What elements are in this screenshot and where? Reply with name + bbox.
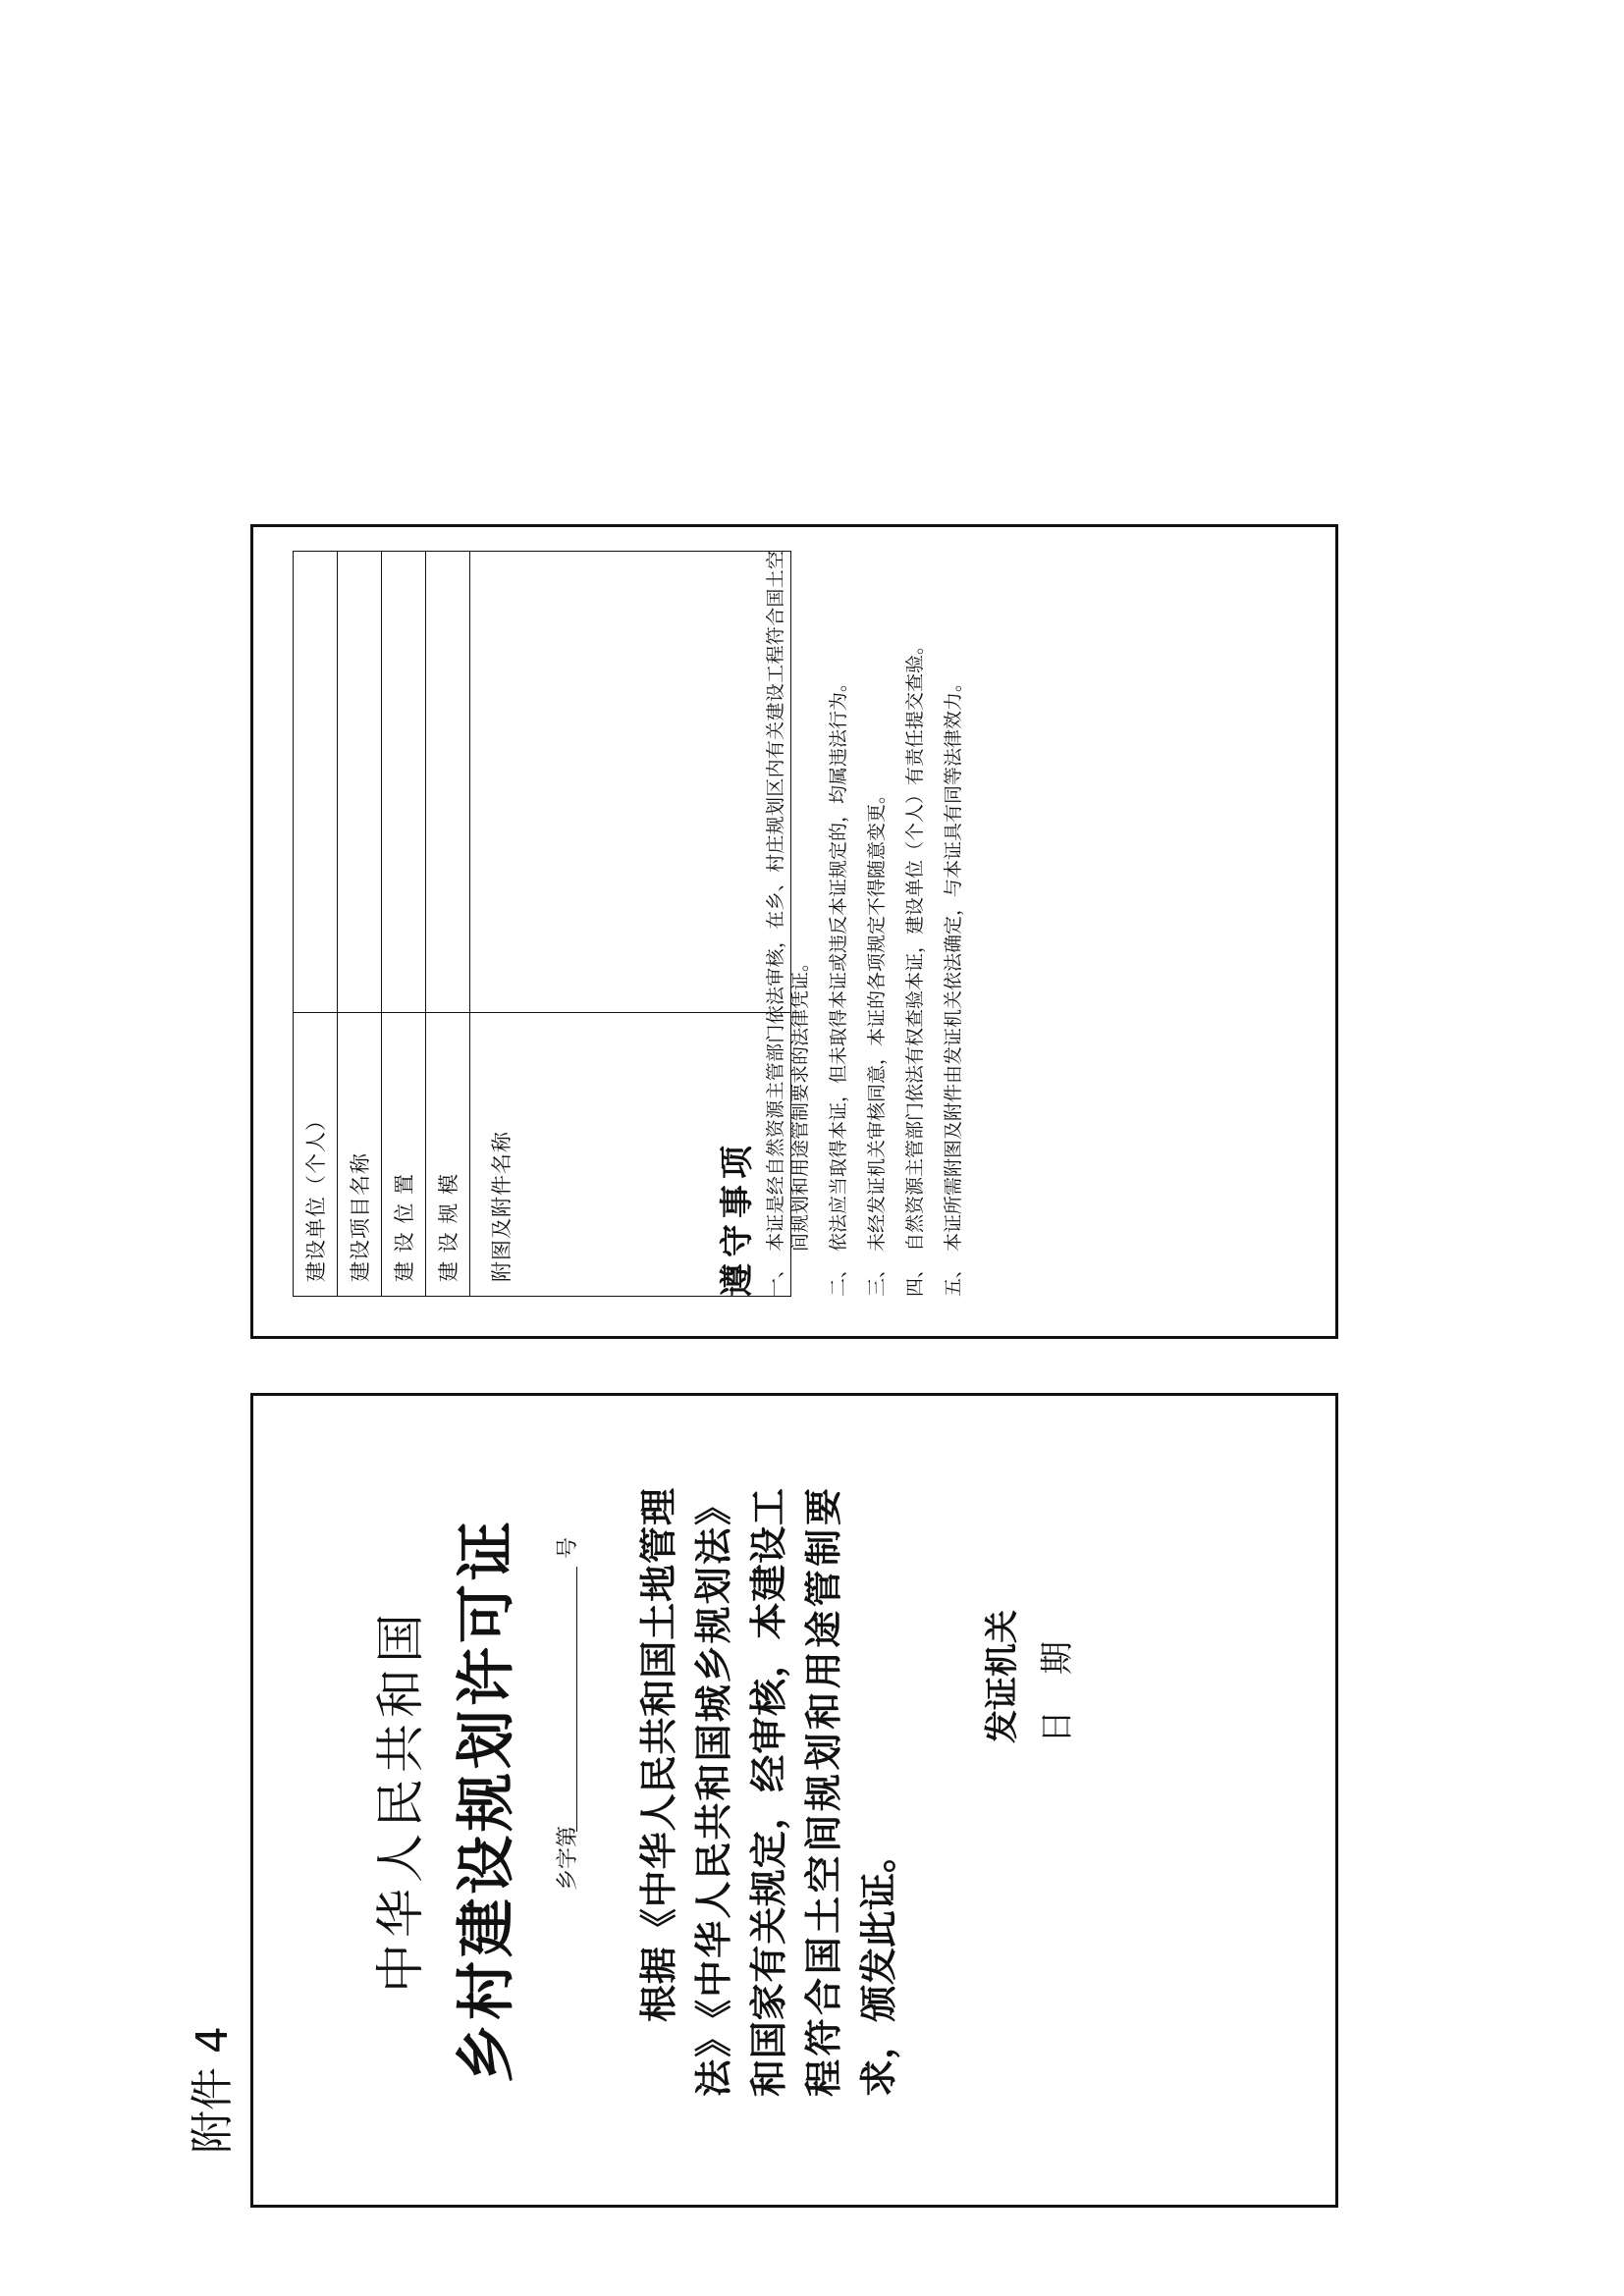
notice-text: 未经发证机关审核同意，本证的各项规定不得随意变更。 <box>866 784 888 1252</box>
date-label-2: 期 <box>1038 1641 1077 1675</box>
notice-number: 三、 <box>866 1258 888 1297</box>
legal-basis-text: 根据《中华人民共和国土地管理法》《中华人民共和国城乡规划法》和国家有关规定，经审核，本建设工程符合国土空间规划和用途管制要求，颁发此证。 <box>637 1488 900 2097</box>
notice-list <box>764 551 980 1297</box>
license-title: 乡村建设规划许可证 <box>453 1518 521 2083</box>
row-value <box>382 552 426 1013</box>
notice-number: 二、 <box>828 1258 849 1297</box>
notice-text: 自然资源主管部门依法有权查验本证，建设单位（个人）有责任提交查验。 <box>904 635 926 1252</box>
serial-suffix: 号 <box>556 1537 580 1560</box>
list-item <box>764 551 813 1297</box>
list-item <box>865 551 890 1297</box>
table-row <box>338 552 382 1297</box>
row-value <box>338 552 382 1013</box>
row-label: 建设单位（个人） <box>294 1013 338 1297</box>
row-label: 建设项目名称 <box>338 1013 382 1297</box>
issuer-label: 发证机关 <box>983 1610 1022 1743</box>
list-item <box>903 551 928 1297</box>
serial-prefix: 乡字第 <box>556 1825 580 1891</box>
license-back-panel <box>250 524 1338 1339</box>
notice-text: 本证是经自然资源主管部门依法审核，在乡、村庄规划区内有关建设工程符合国土空间规划和用途管制要求的法律凭证。 <box>765 551 811 1252</box>
row-value <box>294 552 338 1013</box>
table-row <box>426 552 470 1297</box>
country-name: 中华人民共和国 <box>372 1608 429 1993</box>
notice-text: 本证所需附图及附件由发证机关依法确定，与本证具有同等法律效力。 <box>943 672 964 1252</box>
date-label-1: 日 <box>1038 1710 1077 1743</box>
attachment-label: 附件 4 <box>188 2026 238 2154</box>
table-row <box>294 552 338 1297</box>
notice-title: 遵守事项 <box>718 1140 757 1297</box>
serial-number-line <box>548 1537 587 1891</box>
issuer-block <box>975 1449 1085 1743</box>
notice-number: 一、 <box>765 1258 786 1297</box>
row-label: 建 设 规 模 <box>426 1013 470 1297</box>
row-label: 附图及附件名称 <box>470 1013 791 1297</box>
license-front-panel <box>250 1393 1338 2208</box>
notice-number: 四、 <box>904 1258 926 1297</box>
issue-date-row <box>1030 1449 1085 1743</box>
row-value <box>470 552 791 1013</box>
row-value <box>426 552 470 1013</box>
row-label: 建 设 位 置 <box>382 1013 426 1297</box>
notice-text: 依法应当取得本证，但未取得本证或违反本证规定的，均属违法行为。 <box>828 672 849 1252</box>
table-row <box>382 552 426 1297</box>
serial-blank <box>576 1567 577 1832</box>
list-item <box>942 551 966 1297</box>
list-item <box>827 551 851 1297</box>
notice-number: 五、 <box>943 1258 964 1297</box>
